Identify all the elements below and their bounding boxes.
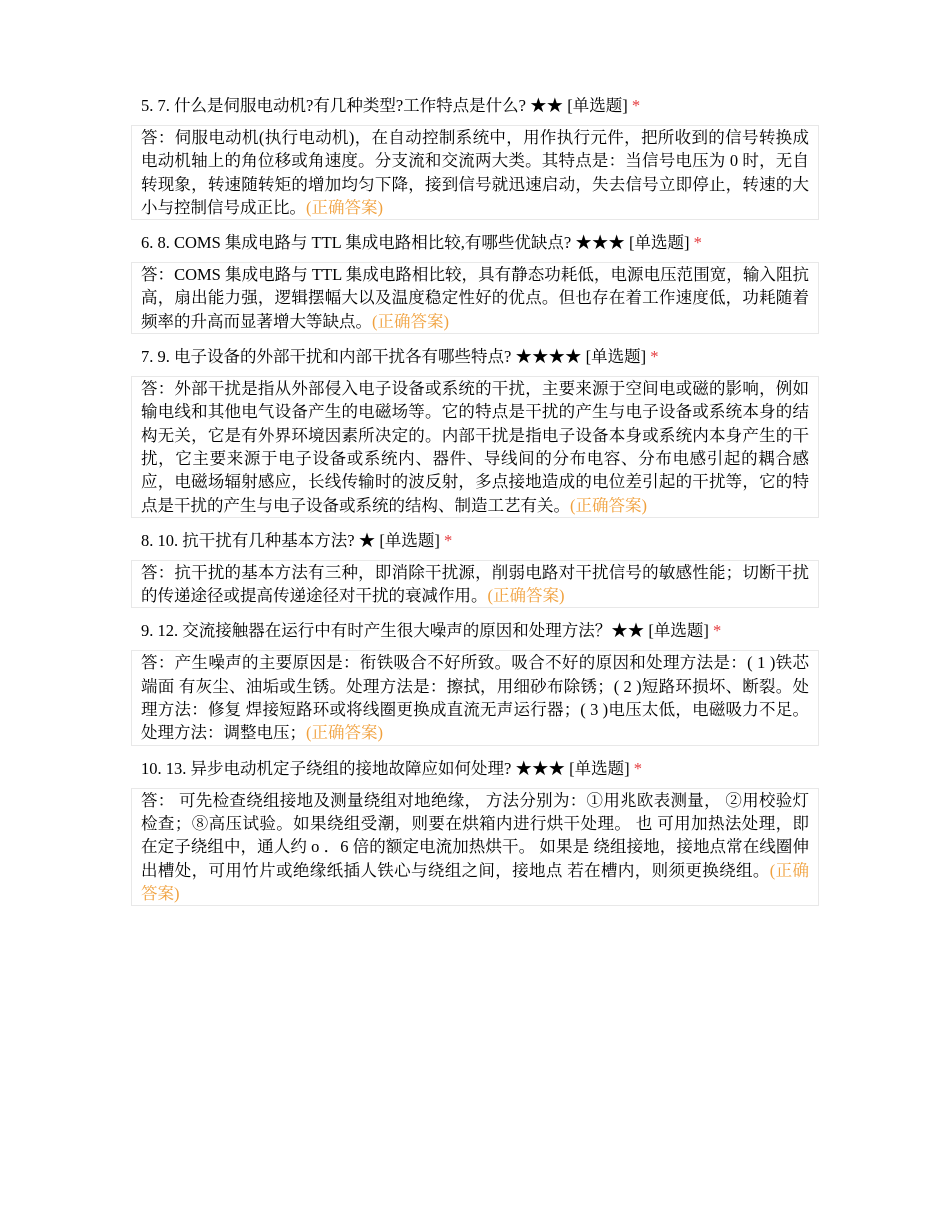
question-item — [131, 346, 819, 518]
required-mark: * — [633, 758, 642, 778]
question-title-text: 5. 7. 什么是伺服电动机?有几种类型?工作特点是什么? ★★ [单选题] — [141, 96, 628, 115]
question-item — [131, 758, 819, 906]
correct-answer-label: (正确答案) — [487, 586, 565, 606]
required-mark: * — [650, 347, 659, 367]
question-title — [131, 346, 819, 368]
correct-answer-label: (正确答案) — [141, 860, 810, 903]
question-title-text: 7. 9. 电子设备的外部干扰和内部干扰各有哪些特点? ★★★★ [单选题] — [141, 347, 647, 367]
question-title — [131, 530, 819, 552]
answer-text: 答：伺服电动机(执行电动机)，在自动控制系统中，用作执行元件，把所收到的信号转换成电动机轴上的角位移或角速度。分支流和交流两大类。其特点是：当信号电压为 0 时，无自转现象，转速随转矩的增加均匀下降，接到信号就迅速启动，失去信号立即停止，转速的大小与控制信号成正比。 — [141, 128, 809, 217]
answer-box[interactable] — [131, 376, 819, 518]
answer-text: 答：COMS 集成电路与 TTL 集成电路相比较，具有静态功耗低，电源电压范围宽，输入阻抗高，扇出能力强，逻辑摆幅大以及温度稳定性好的优点。但也存在着工作速度低，功耗随着频率的升高而显著增大等缺点。 — [141, 265, 809, 331]
question-title — [131, 232, 819, 254]
answer-box[interactable] — [131, 788, 819, 906]
question-list — [131, 95, 819, 918]
correct-answer-label: (正确答案) — [372, 311, 449, 331]
answer-box[interactable] — [131, 262, 819, 334]
required-mark: * — [631, 96, 641, 115]
answer-box[interactable] — [131, 125, 819, 220]
question-title-text: 8. 10. 抗干扰有几种基本方法? ★ [单选题] — [141, 530, 440, 550]
question-title — [131, 620, 819, 642]
answer-box[interactable] — [131, 560, 819, 609]
answer-text: 答：外部干扰是指从外部侵入电子设备或系统的干扰，主要来源于空间电或磁的影响，例如输电线和其他电气设备产生的电磁场等。它的特点是干扰的产生与电子设备或系统本身的结构无关，它是有外界环境因素所决定的。内部干扰是指电子设备本身或系统内本身产生的干扰，它主要来源于电子设备或系统内、器件、导线间的分布电容、分布电感引起的耦合感应，电磁场辐射感应，长线传输时的波反射，多点接地造成的电位差引起的干扰等，它的特点是干扰的产生与电子设备或系统的结构、制造工艺有关。 — [141, 379, 809, 515]
question-title — [131, 758, 819, 780]
question-item — [131, 232, 819, 334]
required-mark: * — [693, 233, 702, 253]
question-item — [131, 530, 819, 609]
question-title-text: 10. 13. 异步电动机定子绕组的接地故障应如何处理? ★★★ [单选题] — [141, 758, 630, 778]
answer-box[interactable] — [131, 650, 819, 745]
question-item — [131, 620, 819, 745]
required-mark: * — [443, 530, 453, 550]
answer-text: 答：产生噪声的主要原因是：衔铁吸合不好所致。吸合不好的原因和处理方法是：( 1 )铁芯端面 有灰尘、油垢或生锈。处理方法是：擦拭，用细砂布除锈；( 2 )短路环损坏、断裂。处理方法：修复 焊接短路环或将线圈更换成直流无声运行器；( 3 )电压太低，电磁吸力不足。处理方法：调整电压； — [141, 653, 809, 743]
question-title-text: 6. 8. COMS 集成电路与 TTL 集成电路相比较,有哪些优缺点? ★★★ [单选题] — [141, 233, 690, 253]
required-mark: * — [713, 621, 722, 641]
question-title — [131, 95, 819, 117]
answer-text: 答：抗干扰的基本方法有三种，即消除干扰源，削弱电路对干扰信号的敏感性能；切断干扰的传递途径或提高传递途径对干扰的衰减作用。 — [141, 562, 809, 606]
correct-answer-label: (正确答案) — [306, 197, 383, 217]
question-item — [131, 95, 819, 220]
correct-answer-label: (正确答案) — [306, 723, 383, 743]
question-title-text: 9. 12. 交流接触器在运行中有时产生很大噪声的原因和处理方法？★★ [单选题] — [141, 621, 709, 641]
answer-text: 答： 可先检查绕组接地及测量绕组对地绝缘， 方法分别为：①用兆欧表测量， ②用校验灯检查；⑧高压试验。如果绕组受潮，则要在烘箱内进行烘干处理。 也 可用加热法处理，即在定子绕组中，通人约 o ．6 倍的额定电流加热烘干。 如果是 绕组接地，接地点常在线圈伸出槽处，可用竹片或绝缘纸插人铁心与绕组之间，接地点 若在槽内，则须更换绕组。 — [141, 790, 809, 880]
correct-answer-label: (正确答案) — [570, 495, 647, 515]
